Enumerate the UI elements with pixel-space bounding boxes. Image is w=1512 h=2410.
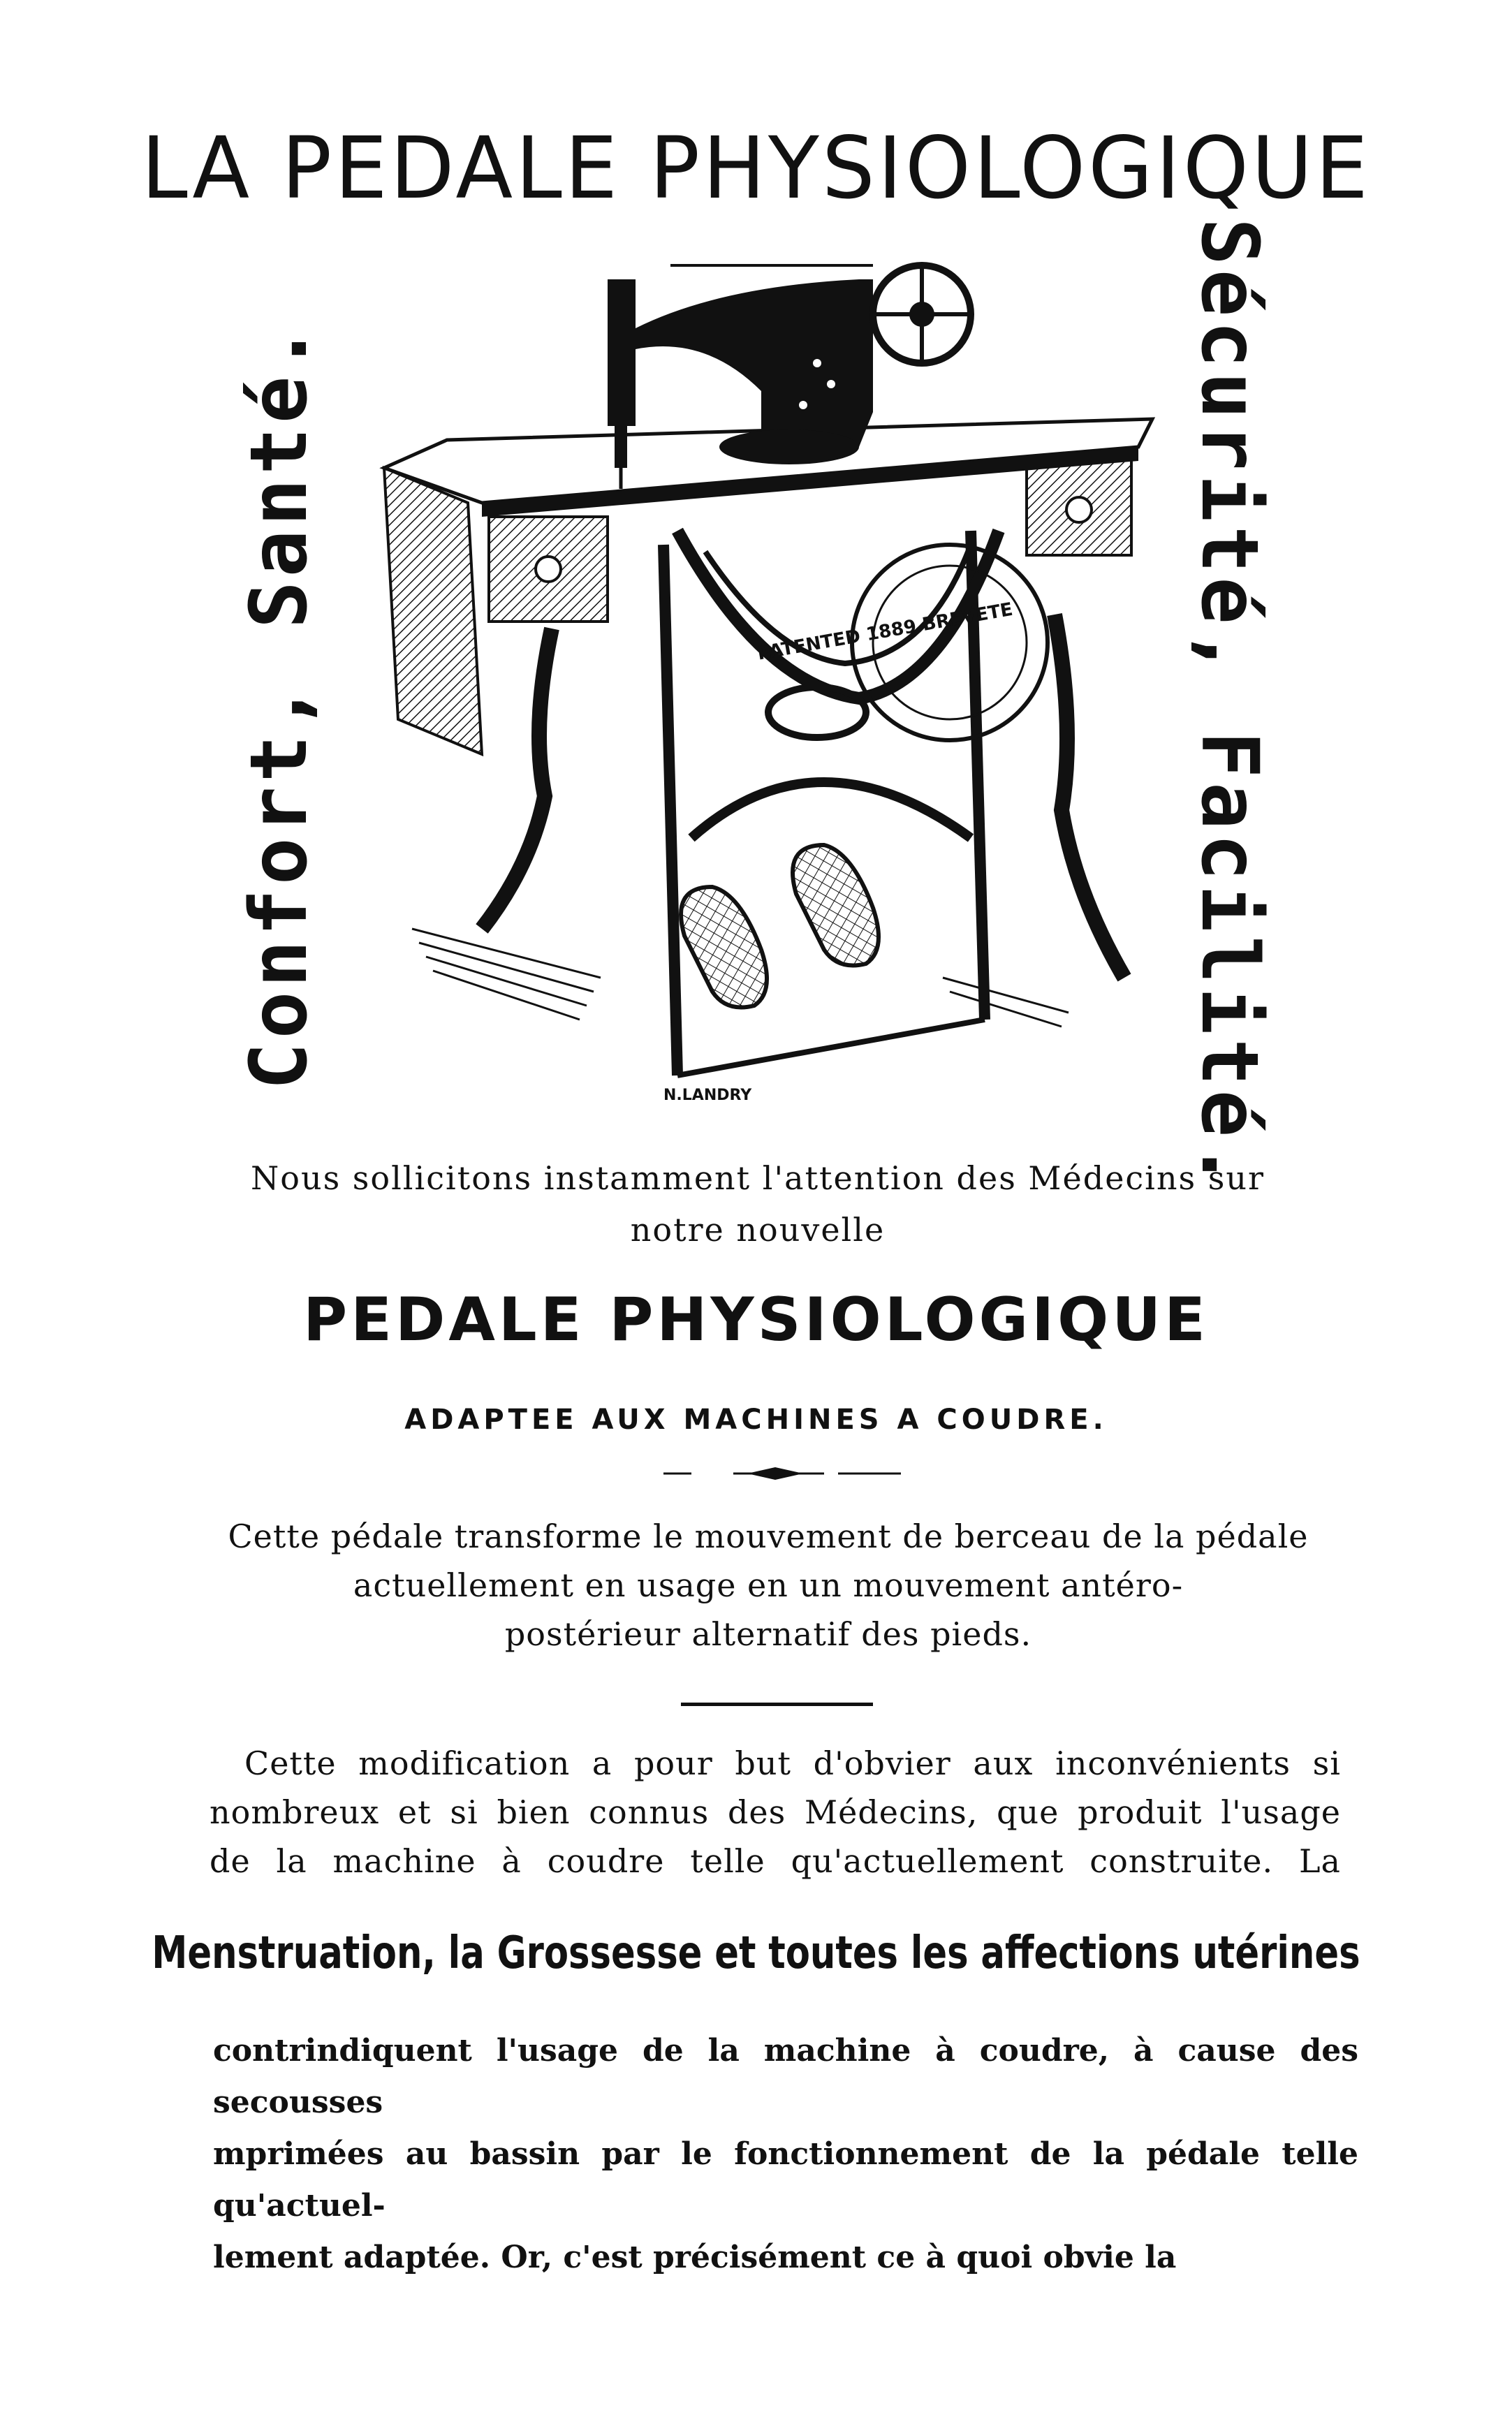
paragraph-1 bbox=[210, 1512, 1327, 1659]
engraver-signature: N.LANDRY bbox=[663, 1087, 752, 1104]
intro-line: notre nouvelle bbox=[630, 1211, 886, 1249]
headline: PEDALE PHYSIOLOGIQUE bbox=[303, 1285, 1209, 1355]
intro-paragraph bbox=[210, 1152, 1306, 1256]
paragraph-2 bbox=[210, 1739, 1341, 1886]
paragraph-line: contrindiquent l'usage de la machine à coudre, à cause des secousses bbox=[213, 2033, 1358, 2120]
intro-line: Nous sollicitons instamment l'attention des Médecins sur bbox=[251, 1159, 1265, 1197]
section-rule bbox=[681, 1703, 873, 1706]
foot-plates bbox=[681, 845, 879, 1008]
side-text-right: Sécurité, Facilité. bbox=[1184, 218, 1275, 1193]
paragraph-3 bbox=[213, 2025, 1358, 2284]
emphasis-heading: Menstruation, la Grossesse et toutes les affections utérines bbox=[152, 1927, 1360, 1979]
paragraph-line: lement adaptée. Or, c'est précisément ce à quoi obvie la bbox=[213, 2240, 1177, 2275]
arch-label: PATENTED 1889 BREVETE bbox=[756, 598, 1015, 665]
paragraph-line: postérieur alternatif des pieds. bbox=[504, 1615, 1032, 1653]
paragraph-line: de la machine à coudre telle qu'actuellement construite. La bbox=[210, 1842, 1341, 1880]
paragraph-line: Cette modification a pour but d'obvier aux inconvénients si bbox=[244, 1744, 1341, 1782]
paragraph-line: nombreux et si bien connus des Médecins, que produit l'usage bbox=[210, 1793, 1341, 1831]
ornament-divider bbox=[663, 1463, 901, 1484]
page-title: LA PEDALE PHYSIOLOGIQUE bbox=[141, 119, 1371, 218]
subheadline: ADAPTEE AUX MACHINES A COUDRE. bbox=[404, 1404, 1108, 1436]
drop-leaf bbox=[384, 468, 482, 754]
paragraph-line: actuellement en usage en un mouvement antéro- bbox=[353, 1566, 1184, 1604]
side-text-left: Confort, Santé. bbox=[234, 321, 325, 1090]
paragraph-line: mprimées au bassin par le fonctionnement de la pédale telle qu'actuel- bbox=[213, 2136, 1358, 2224]
sewing-machine-illustration bbox=[370, 237, 1166, 1138]
paragraph-line: Cette pédale transforme le mouvement de berceau de la pédale bbox=[228, 1518, 1309, 1555]
